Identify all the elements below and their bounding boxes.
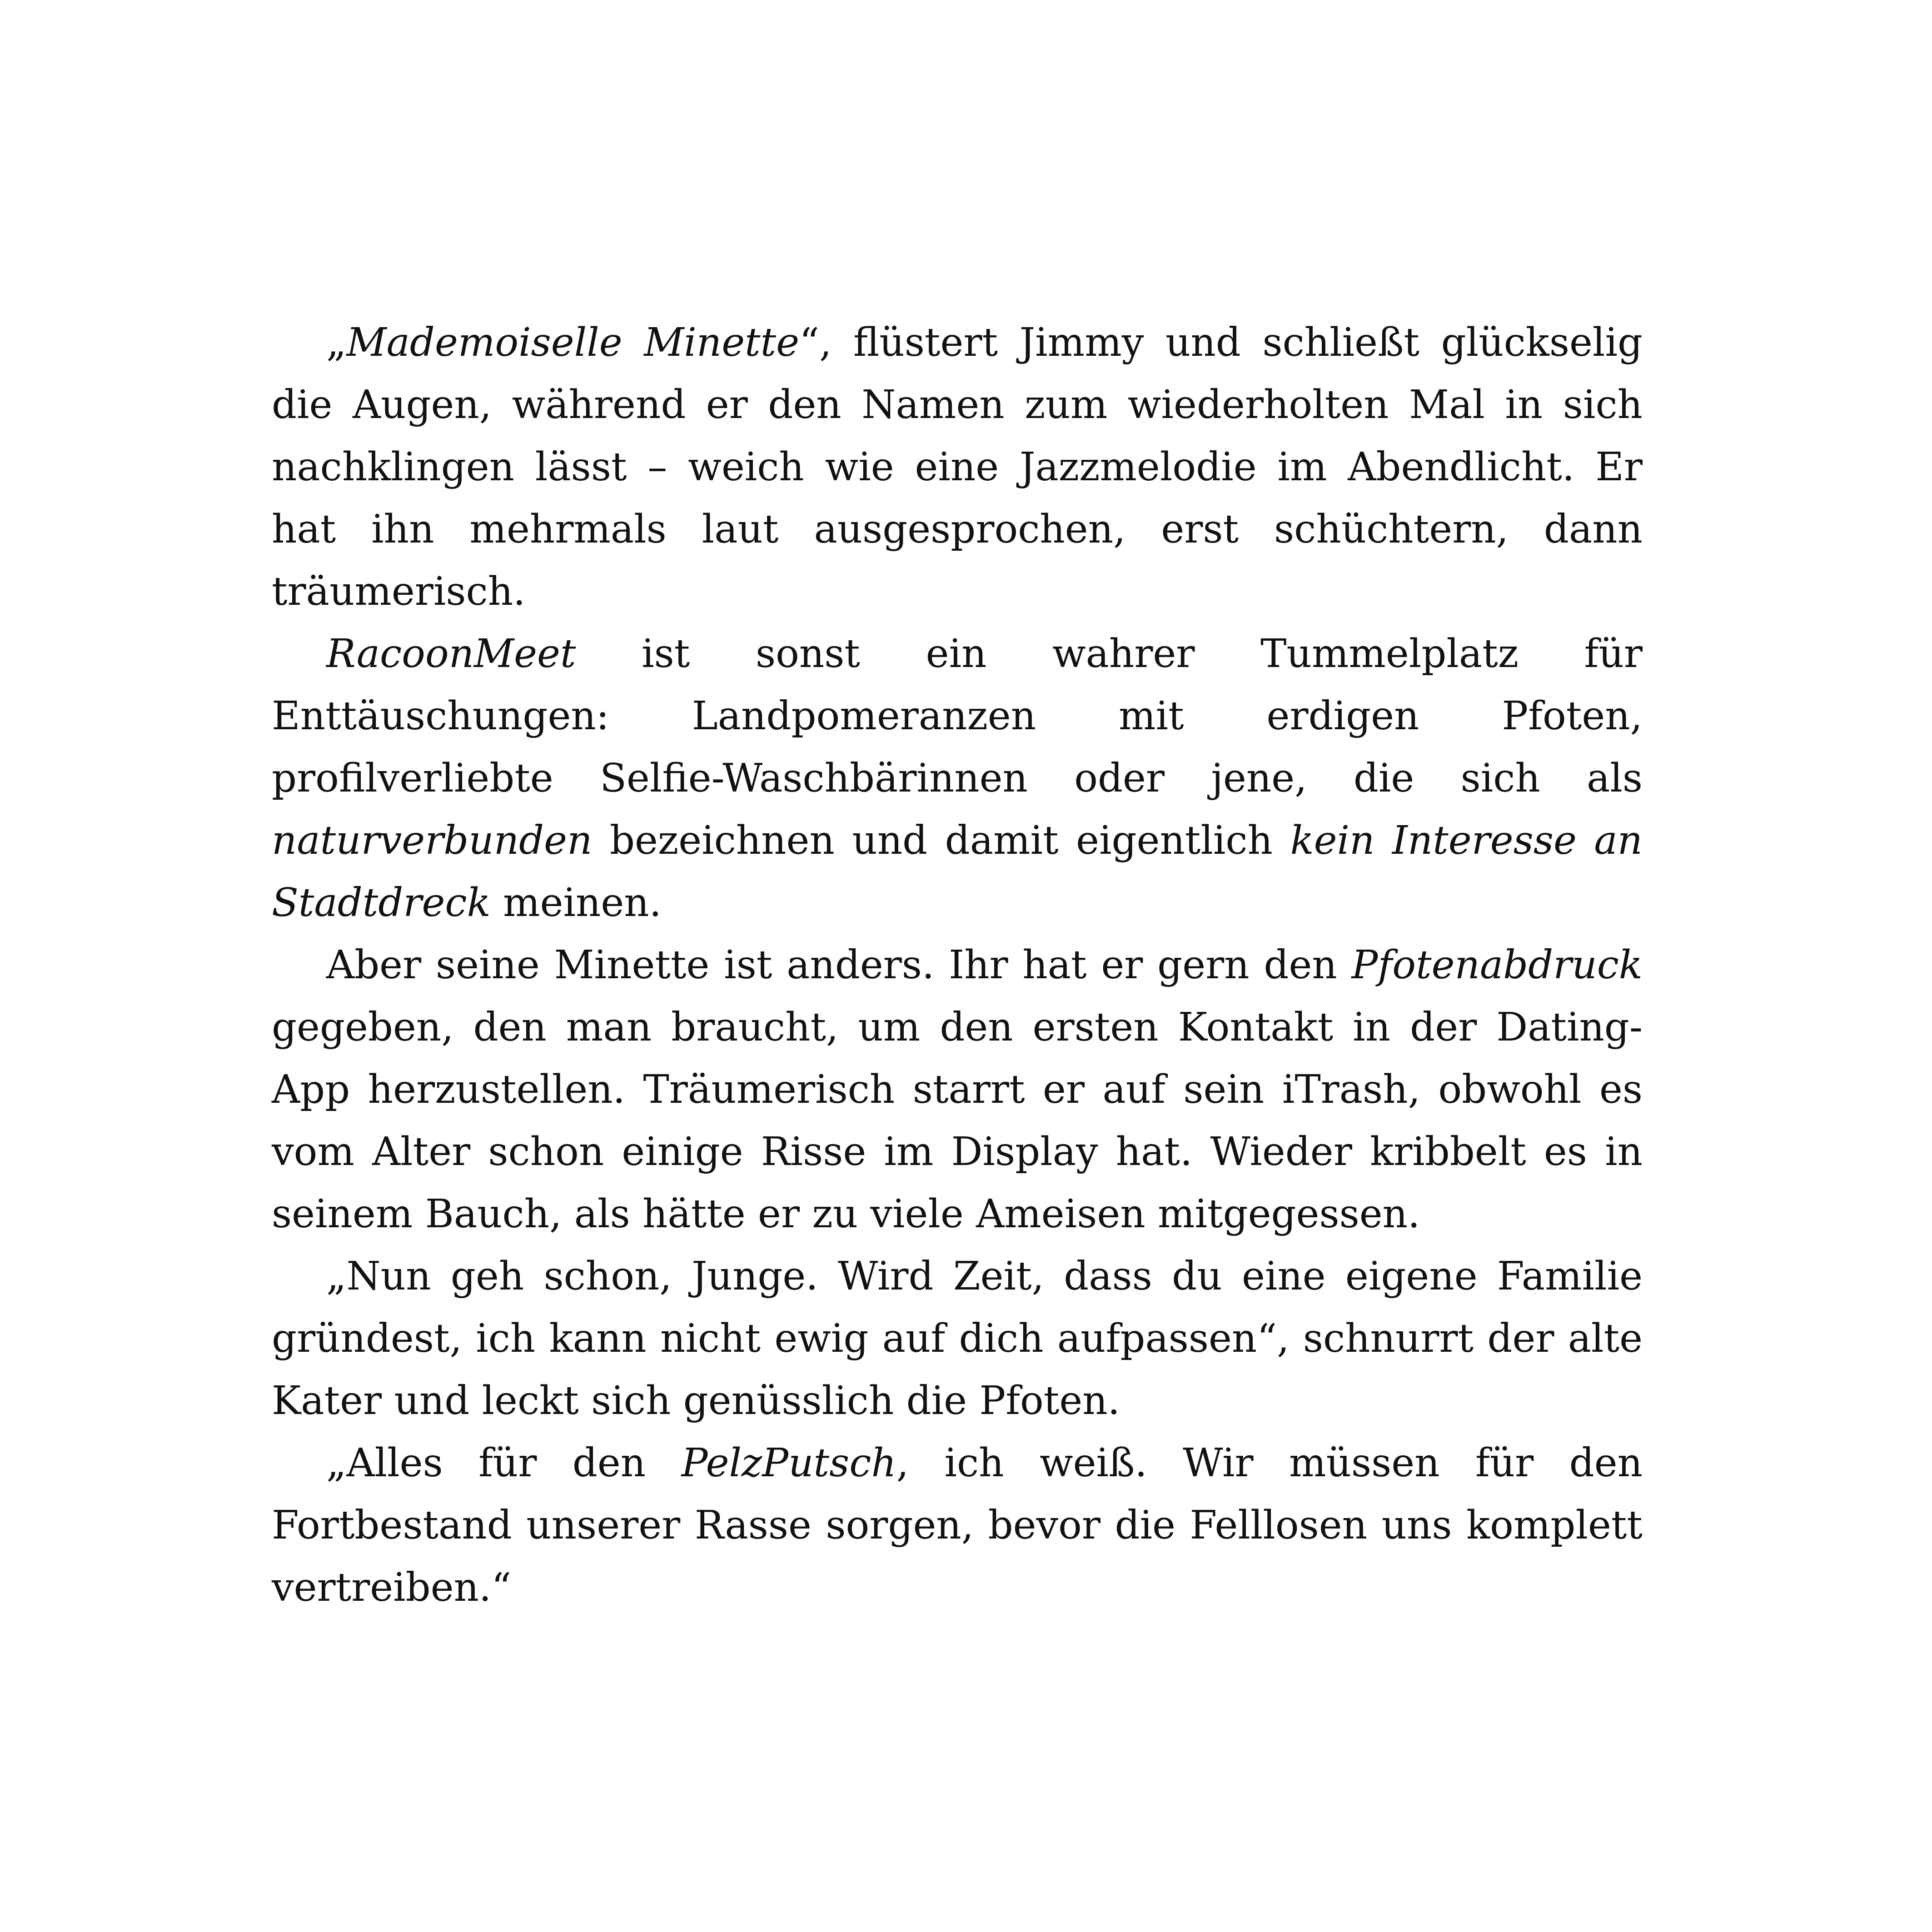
paragraph-3 (272, 934, 1643, 1245)
text-segment: “, flüstert Jimmy und schließt glückselig die Augen, während er den Namen zum wiederholten Mal in sich nachklingen lässt – weich wie eine Jazzmelodie im Abendlicht. Er hat ihn mehrmals laut ausgesprochen, erst schüchtern, dann träumerisch. (272, 320, 1643, 614)
body-text (272, 312, 1643, 1619)
text-segment-italic: kein Interesse an Stadtdreck (272, 818, 1643, 926)
text-segment-italic: RacoonMeet (326, 631, 576, 677)
paragraph-4 (272, 1245, 1643, 1432)
text-segment: bezeichnen und damit eigentlich (592, 818, 1290, 863)
text-segment-italic: Pfotenabdruck (1351, 942, 1643, 988)
text-segment: gegeben, den man braucht, um den ersten Kontakt in der Dating-App herzustellen. Träumerisch starrt er auf sein iTrash, obwohl es vom Alter schon einige Risse im Display hat. Wieder kribbelt es in seinem Bauch, als hätte er zu viele Ameisen mitgegessen. (272, 1005, 1643, 1237)
text-segment: , ich weiß. Wir müssen für den Fortbestand unserer Rasse sorgen, bevor die Felllosen uns komplett vertreiben.“ (272, 1440, 1643, 1610)
paragraph-1 (272, 312, 1643, 623)
text-segment: Aber seine Minette ist anders. Ihr hat er gern den (326, 942, 1352, 988)
text-segment: „Nun geh schon, Junge. Wird Zeit, dass du eine eigene Familie gründest, ich kann nicht ewig auf dich aufpassen“, schnurrt der alte Kater und leckt sich genüsslich die Pfoten. (272, 1254, 1643, 1424)
text-segment: meinen. (490, 880, 662, 926)
text-segment-italic: PelzPutsch (681, 1440, 896, 1486)
text-segment-italic: Mademoiselle Minette (346, 320, 800, 365)
paragraph-5 (272, 1432, 1643, 1619)
text-segment: „Alles für den (326, 1440, 682, 1486)
paragraph-2 (272, 623, 1643, 934)
text-segment-italic: naturverbunden (272, 818, 593, 863)
text-segment: „ (326, 320, 347, 365)
text-segment: ist sonst ein wahrer Tummelplatz für Enttäuschungen: Landpomeranzen mit erdigen Pfoten, profilverliebte Selfie-Waschbärinnen oder jene, die sich als (272, 631, 1643, 801)
